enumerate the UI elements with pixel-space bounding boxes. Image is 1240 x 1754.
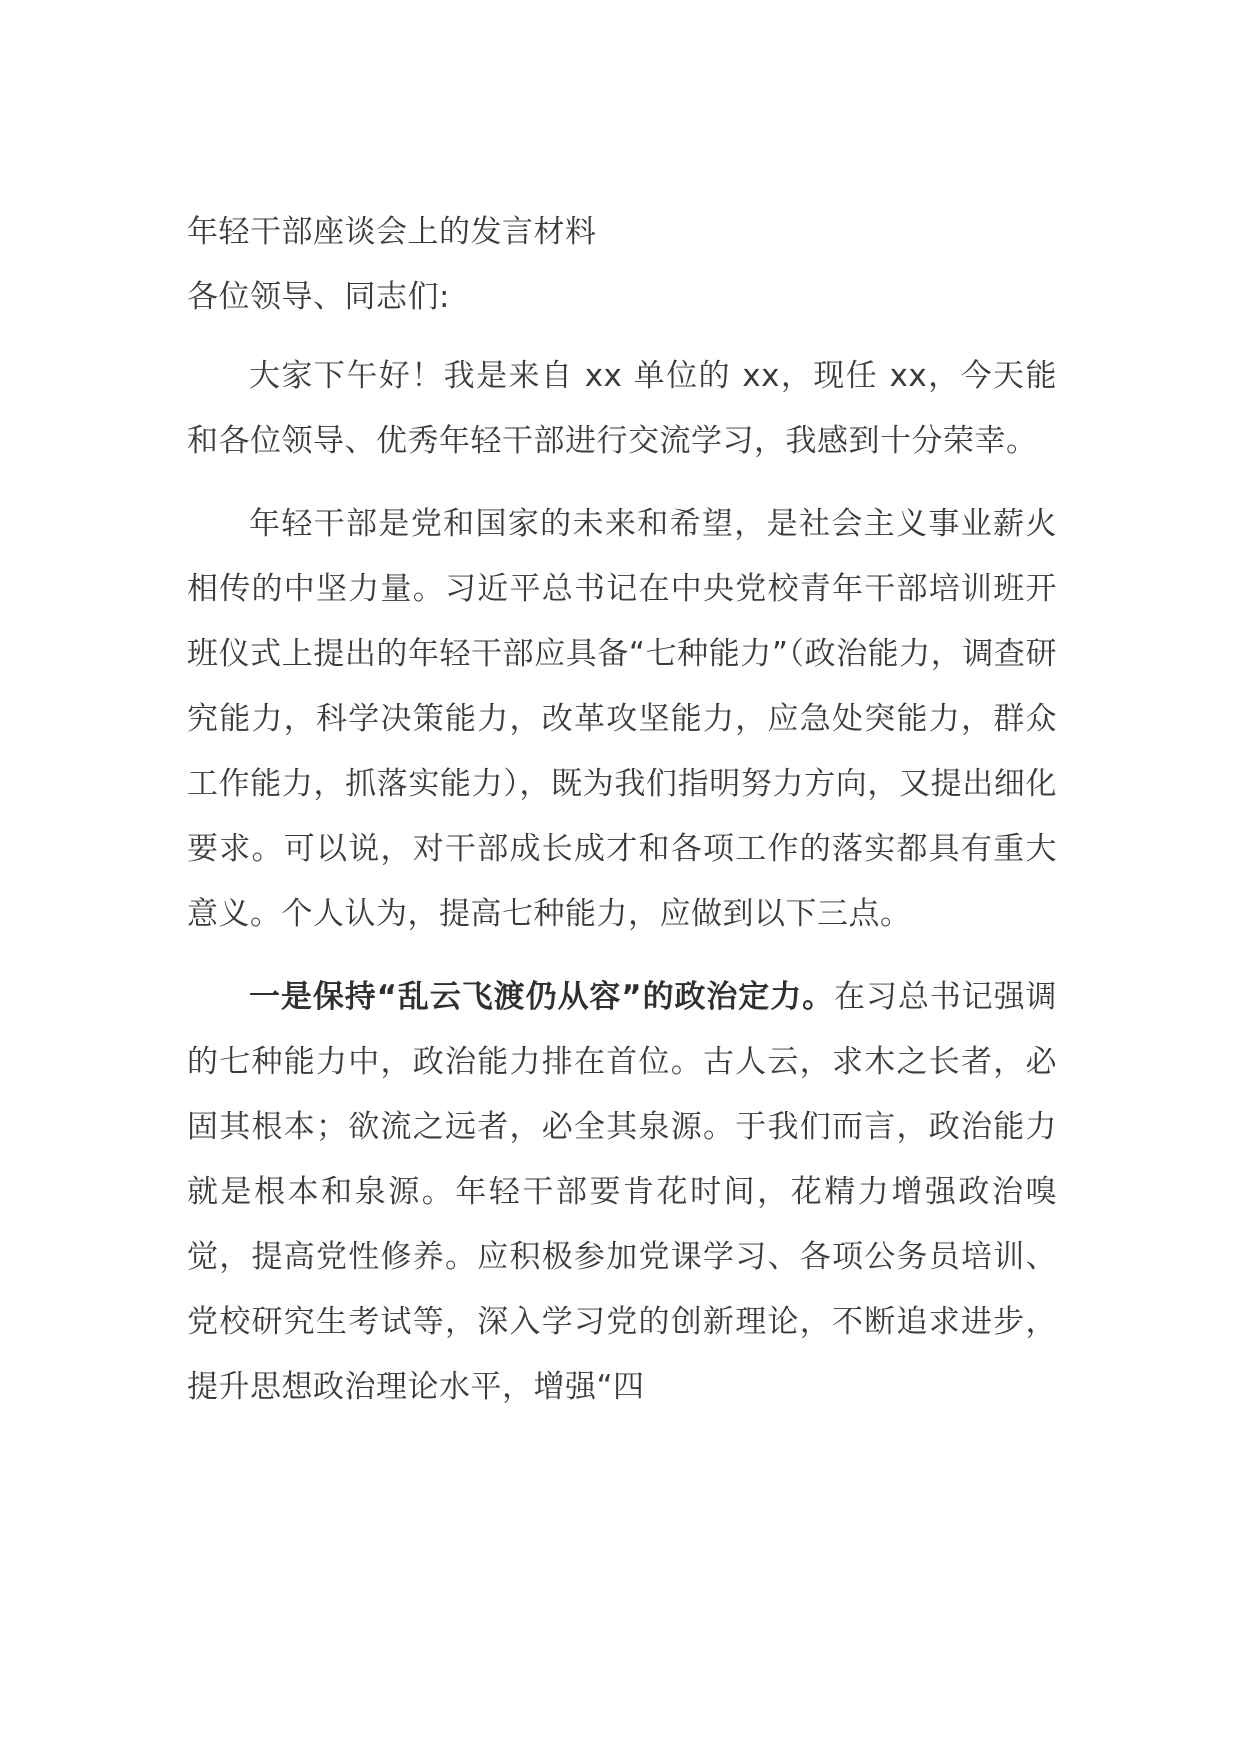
paragraph-lead-heading: 一是保持“乱云飞渡仍从容”的政治定力。 [249, 979, 835, 1015]
paragraph-introduction [187, 492, 1057, 947]
paragraph-text: 年轻干部是党和国家的未来和希望，是社会主义事业薪火相传的中坚力量。习近平总书记在中央党校青年干部培训班开班仪式上提出的年轻干部应具备“七种能力”（政治能力，调查研究能力，科学决策能力，改革攻坚能力，应急处突能力，群众工作能力，抓落实能力），既为我们指明努力方向，又提出细化要求。可以说，对干部成长成才和各项工作的落实都具有重大意义。个人认为，提高七种能力，应做到以下三点。 [187, 506, 1057, 932]
paragraph-point-one [187, 965, 1057, 1420]
document-page [187, 200, 1057, 1420]
document-title: 年轻干部座谈会上的发言材料 [187, 214, 597, 250]
paragraph-greeting [187, 344, 1057, 474]
salutation: 各位领导、同志们: [187, 279, 450, 315]
paragraph-text: 在习总书记强调的七种能力中，政治能力排在首位。古人云，求木之长者，必固其根本；欲流之远者，必全其泉源。于我们而言，政治能力就是根本和泉源。年轻干部要肯花时间，花精力增强政治嗅觉，提高党性修养。应积极参加党课学习、各项公务员培训、党校研究生考试等，深入学习党的创新理论，不断追求进步，提升思想政治理论水平，增强“四 [187, 979, 1058, 1405]
paragraph-text: 大家下午好！我是来自 xx 单位的 xx，现任 xx，今天能和各位领导、优秀年轻干部进行交流学习，我感到十分荣幸。 [187, 358, 1057, 459]
